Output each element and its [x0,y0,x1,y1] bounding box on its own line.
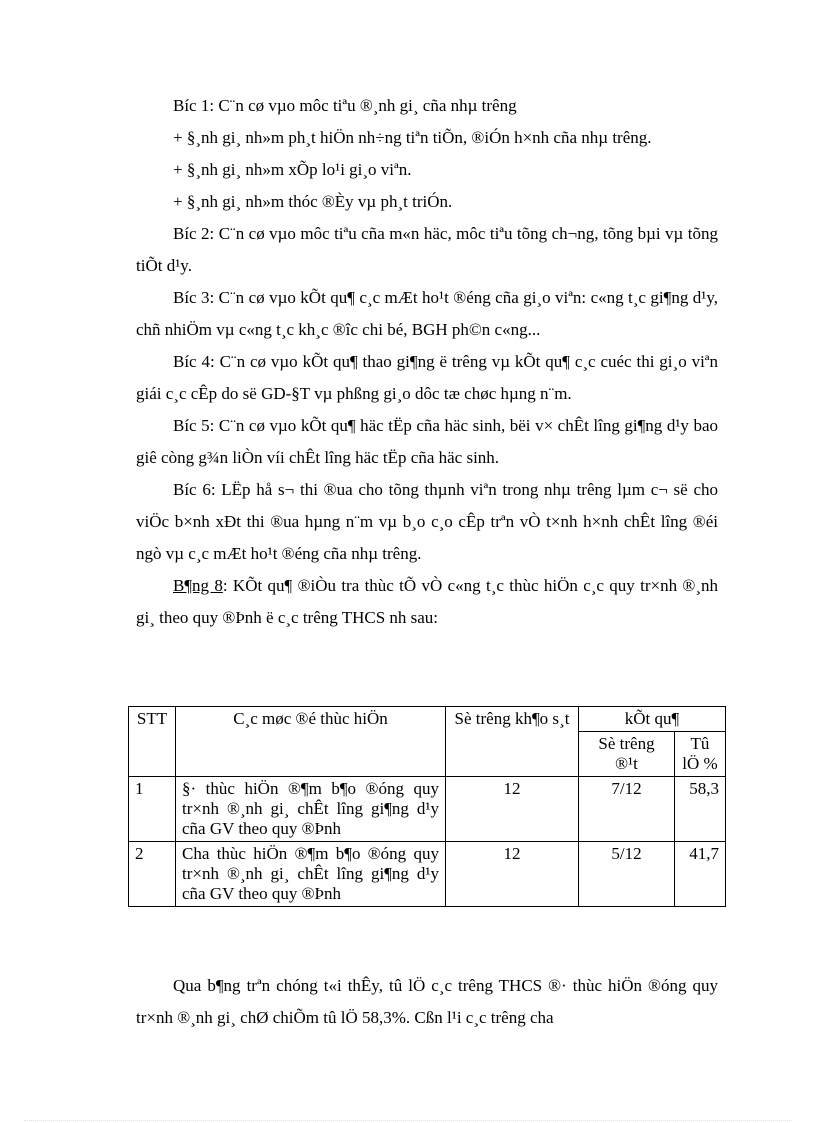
paragraph-goal-2: + §¸nh gi¸ nh»m xÕp lo¹i gi¸o viªn. [173,160,412,179]
cell-level: §· thùc hiÖn ®¶m b¶o ®óng quy tr×nh ®¸nh gi¸ chÊt lîng gi¶ng d¹y cña GV theo quy ®Þnh [176,777,446,842]
header-achieved: Sè trêng ®¹t [579,732,675,777]
cell-ratio: 58,3 [675,777,726,842]
body-text [136,90,718,634]
cell-stt: 1 [129,777,176,842]
paragraph-step-5: Bíc 5: C¨n cø vµo kÕt qu¶ häc tËp cña häc sinh, bëi v× chÊt lîng gi¶ng d¹y bao giê còng g¾n liÒn víi chÊt lîng häc tËp cña häc sinh. [136,416,718,467]
table-row [129,777,726,842]
cell-achieved: 7/12 [579,777,675,842]
paragraph-step-3: Bíc 3: C¨n cø vµo kÕt qu¶ c¸c mÆt ho¹t ®éng cña gi¸o viªn: c«ng t¸c gi¶ng d¹y, chñ nhiÖm vµ c«ng t¸c kh¸c ®îc chi bé, BGH ph©n c«ng... [136,288,718,339]
paragraph-step-2: Bíc 2: C¨n cø vµo môc tiªu cña m«n häc, môc tiªu tõng ch¬ng, tõng bµi vµ tõng tiÕt d¹y. [136,224,718,275]
paragraph-goal-3: + §¸nh gi¸ nh»m thóc ®Èy vµ ph¸t triÓn. [173,192,453,211]
table-row [129,842,726,907]
survey-table [128,706,726,907]
cell-stt: 2 [129,842,176,907]
table-caption-label: B¶ng 8 [173,576,223,595]
table-caption-text: : KÕt qu¶ ®iÒu tra thùc tÕ vÒ c«ng t¸c thùc hiÖn c¸c quy tr×nh ®¸nh gi¸ theo quy ®Þnh ë c¸c trêng THCS nh sau: [136,576,718,627]
page-bottom-divider [24,1120,792,1121]
paragraph-goal-1: + §¸nh gi¸ nh»m ph¸t hiÖn nh÷ng tiªn tiÕn, ®iÓn h×nh cña nhµ trêng. [173,128,652,147]
closing-text [136,970,718,1034]
cell-level: Cha thùc hiÖn ®¶m b¶o ®óng quy tr×nh ®¸nh gi¸ chÊt lîng gi¶ng d¹y cña GV theo quy ®Þnh [176,842,446,907]
cell-ratio: 41,7 [675,842,726,907]
paragraph-step-4: Bíc 4: C¨n cø vµo kÕt qu¶ thao gi¶ng ë trêng vµ kÕt qu¶ c¸c cuéc thi gi¸o viªn giái c¸c cÊp do së GD-§T vµ phßng gi¸o dôc tæ chøc hµng n¨m. [136,352,718,403]
header-result: kÕt qu¶ [579,707,726,732]
cell-surveyed: 12 [446,842,579,907]
header-ratio: Tû lÖ % [675,732,726,777]
table-caption [136,570,718,634]
header-surveyed: Sè trêng kh¶o s¸t [446,707,579,777]
cell-achieved: 5/12 [579,842,675,907]
header-levels: C¸c møc ®é thùc hiÖn [176,707,446,777]
paragraph-step-6: Bíc 6: LËp hå s¬ thi ®ua cho tõng thµnh viªn trong nhµ trêng lµm c¬ së cho viÖc b×nh xÐt thi ®ua hµng n¨m vµ b¸o c¸o cÊp trªn vÒ t×nh h×nh chÊt lîng ®éi ngò vµ c¸c mÆt ho¹t ®éng cña nhµ trêng. [136,480,718,563]
cell-surveyed: 12 [446,777,579,842]
paragraph-closing: Qua b¶ng trªn chóng t«i thÊy, tû lÖ c¸c trêng THCS ®· thùc hiÖn ®óng quy tr×nh ®¸nh gi¸ chØ chiÕm tû lÖ 58,3%. Cßn l¹i c¸c trêng cha [136,976,718,1027]
header-stt: STT [129,707,176,777]
table-header-row [129,707,726,732]
paragraph-step-1: Bíc 1: C¨n cø vµo môc tiªu ®¸nh gi¸ cña nhµ trêng [173,96,517,115]
